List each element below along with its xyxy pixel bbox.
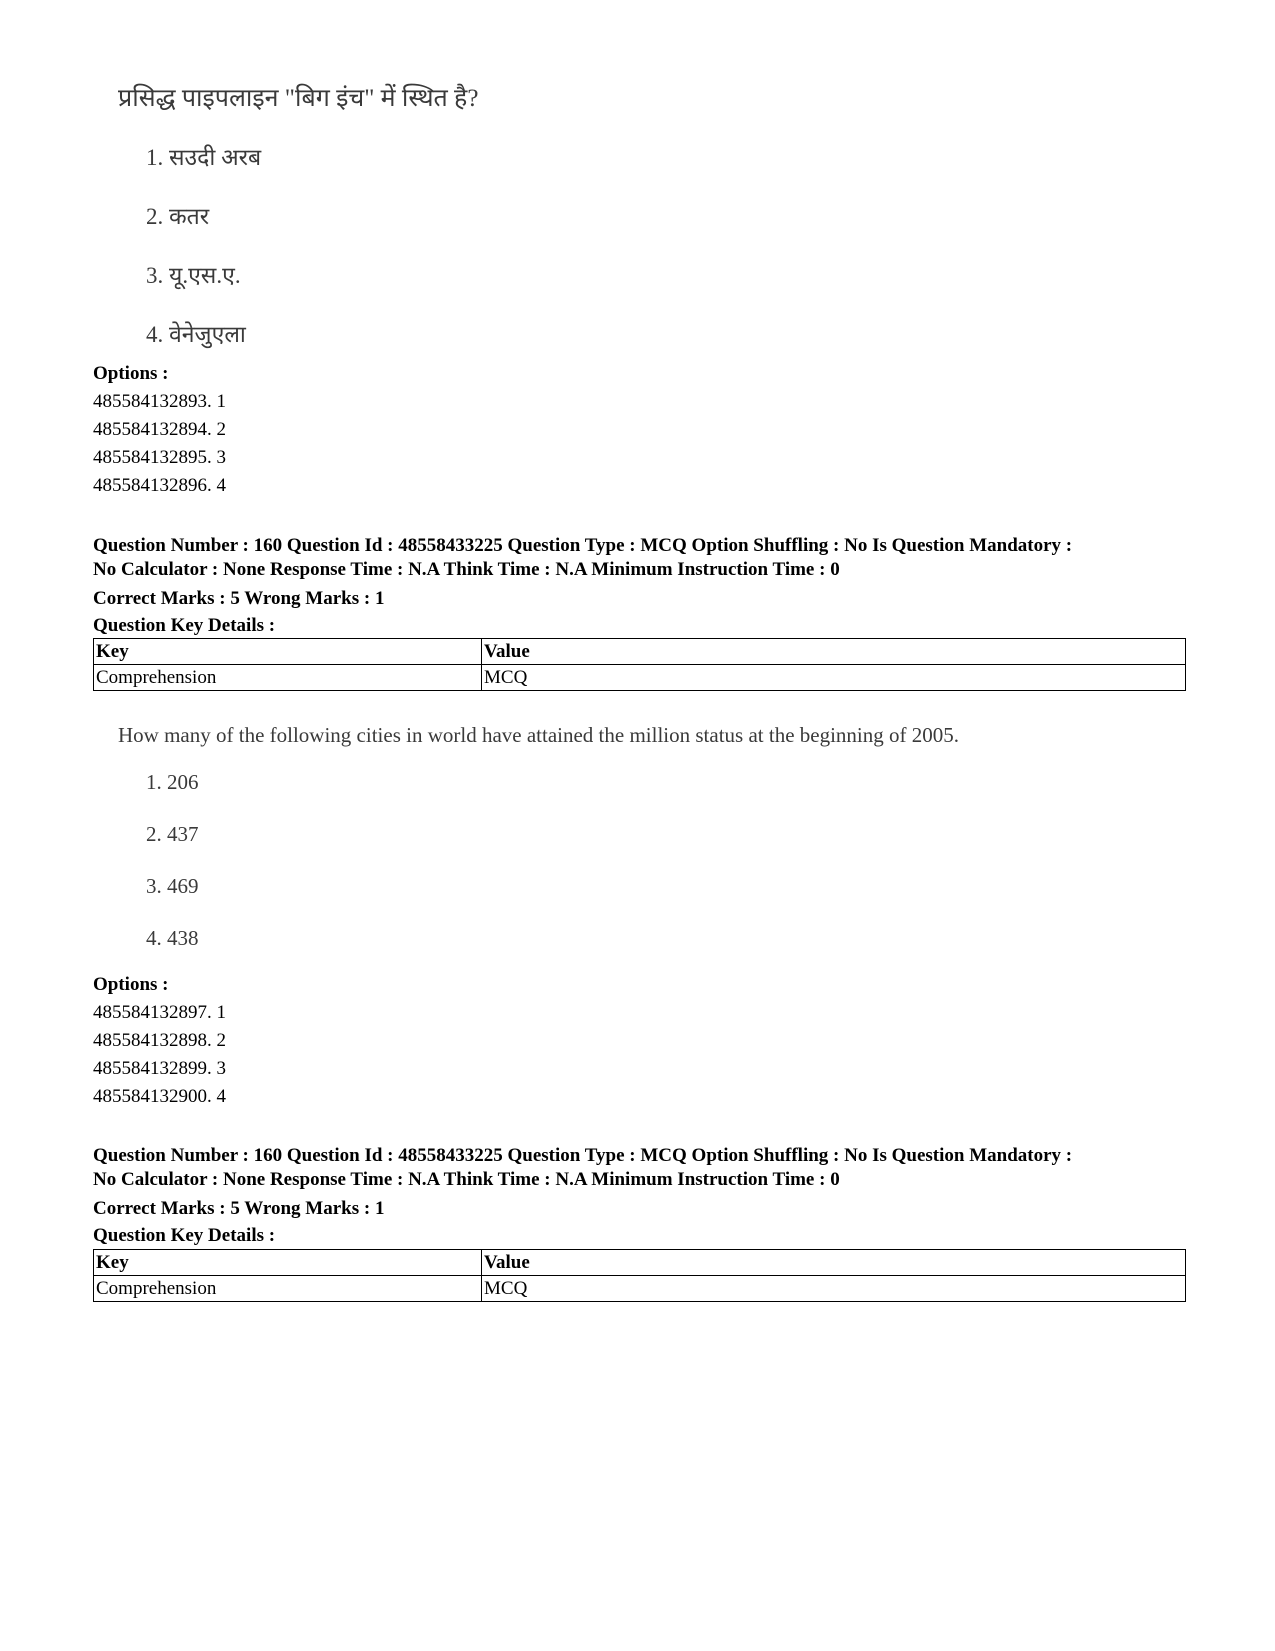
table-cell-key: Comprehension (94, 665, 482, 691)
question-2-choice: 2. 437 (146, 822, 199, 846)
table-cell-value: MCQ (482, 665, 1186, 691)
question-1-choice: 1. सउदी अरब (146, 145, 262, 170)
question-2-stem: How many of the following cities in world have attained the million status at the beginning of 2005. (118, 723, 960, 747)
table-header-value: Value (482, 639, 1186, 665)
question-2-options (93, 971, 226, 1111)
options-title: Options : (93, 974, 169, 995)
question-meta-2 (93, 1144, 1193, 1250)
question-1-choice: 3. यू.एस.ए. (146, 263, 241, 288)
question-2-choice: 1. 206 (146, 770, 199, 794)
question-2-choice: 3. 469 (146, 874, 199, 898)
question-meta-1 (93, 534, 1193, 640)
table-header-value: Value (482, 1250, 1186, 1276)
question-1-choices (118, 140, 478, 349)
option-row: 485584132900. 4 (93, 1086, 226, 1107)
question-1-choice: 2. कतर (146, 204, 210, 229)
option-row: 485584132898. 2 (93, 1030, 226, 1051)
question-2-choices (118, 770, 959, 951)
question-1-options (93, 360, 226, 500)
question-1-choice: 4. वेनेजुएला (146, 322, 246, 347)
table-cell-value: MCQ (482, 1276, 1186, 1302)
key-details-table-2 (93, 1249, 1186, 1302)
key-details-title: Question Key Details : (93, 615, 276, 636)
table-row (94, 665, 1186, 691)
table-row (94, 1276, 1186, 1302)
meta-line-2: No Calculator : None Response Time : N.A Think Time : N.A Minimum Instruction Time : 0 (93, 1169, 840, 1190)
table-header-row (94, 639, 1186, 665)
options-title: Options : (93, 363, 169, 384)
question-2-choice: 4. 438 (146, 926, 199, 950)
key-details-table-1 (93, 638, 1186, 691)
option-row: 485584132893. 1 (93, 391, 226, 412)
key-details-title: Question Key Details : (93, 1225, 276, 1246)
question-1-image (118, 84, 478, 349)
table-header-key: Key (94, 1250, 482, 1276)
meta-line-1: Question Number : 160 Question Id : 48558433225 Question Type : MCQ Option Shuffling : No Is Question Mandatory : (93, 535, 1073, 556)
table-header-key: Key (94, 639, 482, 665)
option-row: 485584132899. 3 (93, 1058, 226, 1079)
meta-line-2: No Calculator : None Response Time : N.A Think Time : N.A Minimum Instruction Time : 0 (93, 559, 840, 580)
table-header-row (94, 1250, 1186, 1276)
meta-marks: Correct Marks : 5 Wrong Marks : 1 (93, 1198, 385, 1219)
option-row: 485584132895. 3 (93, 447, 226, 468)
meta-marks: Correct Marks : 5 Wrong Marks : 1 (93, 588, 385, 609)
option-row: 485584132896. 4 (93, 475, 226, 496)
question-1-stem: प्रसिद्ध पाइपलाइन "बिग इंच" में स्थित है? (118, 85, 479, 112)
question-2-image (118, 720, 959, 951)
option-row: 485584132897. 1 (93, 1002, 226, 1023)
meta-line-1: Question Number : 160 Question Id : 48558433225 Question Type : MCQ Option Shuffling : No Is Question Mandatory : (93, 1145, 1073, 1166)
table-cell-key: Comprehension (94, 1276, 482, 1302)
option-row: 485584132894. 2 (93, 419, 226, 440)
